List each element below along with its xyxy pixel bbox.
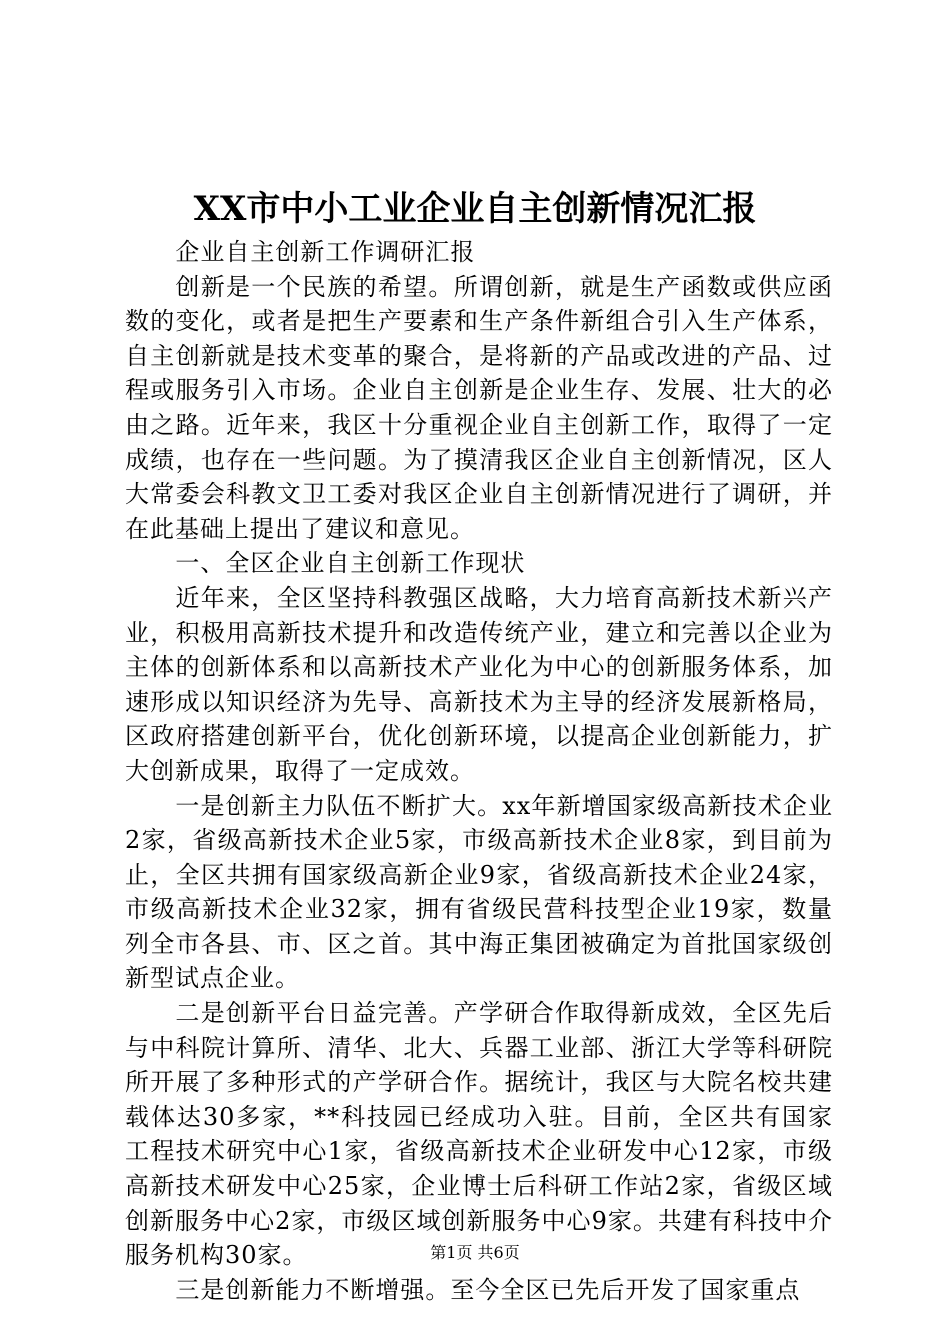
paragraph-intro: 创新是一个民族的希望。所谓创新，就是生产函数或供应函数的变化，或者是把生产要素和生产条件新组合引入生产体系，自主创新就是技术变革的聚合，是将新的产品或改进的产品、过程或服务引入市场。企业自主创新是企业生存、发展、壮大的必由之路。近年来，我区十分重视企业自主创新工作，取得了一定成绩，也存在一些问题。为了摸清我区企业自主创新情况，区人大常委会科教文卫工委对我区企业自主创新情况进行了调研，并在此基础上提出了建议和意见。 bbox=[125, 272, 833, 543]
document-title: XX市中小工业企业自主创新情况汇报 bbox=[193, 189, 757, 229]
paragraph-subtitle: 企业自主创新工作调研汇报 bbox=[175, 238, 476, 266]
paragraph-point-3: 三是创新能力不断增强。至今全区已先后开发了国家重点 bbox=[175, 1275, 801, 1304]
paragraph-point-1: 一是创新主力队伍不断扩大。xx年新增国家级高新技术企业2家，省级高新技术企业5家，市级高新技术企业8家，到目前为止，全区共拥有国家级高新企业9家，省级高新技术企业24家，市级高新技术企业32家，拥有省级民营科技型企业19家，数量列全市各县、市、区之首。其中海正集团被确定为首批国家级创新型试点企业。 bbox=[125, 791, 833, 993]
document-body bbox=[125, 235, 833, 1307]
paragraph-point-2: 二是创新平台日益完善。产学研合作取得新成效，全区先后与中科院计算所、清华、北大、兵器工业部、浙江大学等科研院所开展了多种形式的产学研合作。据统计，我区与大院名校共建载体达30多家，**科技园已经成功入驻。目前，全区共有国家工程技术研究中心1家，省级高新技术企业研发中心12家，市级高新技术研发中心25家，企业博士后科研工作站2家，省级区域创新服务中心2家，市级区域创新服务中心9家。共建有科技中介服务机构30家。 bbox=[125, 999, 833, 1270]
page-footer: 第1页 共6页 bbox=[430, 1243, 520, 1262]
paragraph-status: 近年来，全区坚持科教强区战略，大力培育高新技术新兴产业，积极用高新技术提升和改造传统产业，建立和完善以企业为主体的创新体系和以高新技术产业化为中心的创新服务体系，加速形成以知识经济为先导、高新技术为主导的经济发展新格局，区政府搭建创新平台，优化创新环境，以提高企业创新能力，扩大创新成果，取得了一定成效。 bbox=[125, 583, 833, 785]
section-heading-1: 一、全区企业自主创新工作现状 bbox=[175, 549, 526, 578]
